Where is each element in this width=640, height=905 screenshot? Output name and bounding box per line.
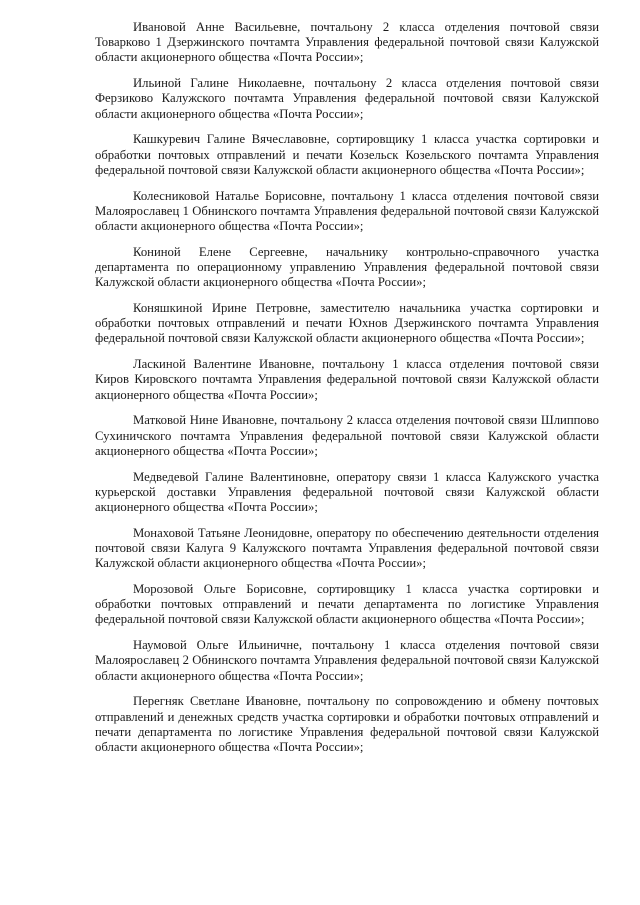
award-recipient-paragraph: Перегняк Светлане Ивановне, почтальону по сопровождению и обмену почтовых отправлений и денежных средств участка сортировки и обработки почтовых отправлений и печати департамента по логистике Управления федеральной почтовой связи Калужской области акционерного общества «Почта России»;	[95, 694, 599, 755]
document-body	[95, 20, 599, 766]
award-recipient-paragraph: Монаховой Татьяне Леонидовне, оператору по обеспечению деятельности отделения почтовой связи Калуга 9 Калужского почтамта Управления федеральной почтовой связи Калужской области акционерного общества «Почта России»;	[95, 525, 599, 571]
award-recipient-paragraph: Ивановой Анне Васильевне, почтальону 2 класса отделения почтовой связи Товарково 1 Дзержинского почтамта Управления федеральной почтовой связи Калужской области акционерного общества «Почта России»;	[95, 20, 599, 65]
award-recipient-paragraph: Кониной Елене Сергеевне, начальнику контрольно-справочного участка департамента по операционному управлению Управления федеральной почтовой связи Калужской области акционерного общества «Почта России»;	[95, 244, 599, 290]
award-recipient-paragraph: Наумовой Ольге Ильиничне, почтальону 1 класса отделения почтовой связи Малоярославец 2 Обнинского почтамта Управления федеральной почтовой связи Калужской области акционерного общества «Почта России»;	[95, 638, 599, 683]
award-recipient-paragraph: Ильиной Галине Николаевне, почтальону 2 класса отделения почтовой связи Ферзиково Калужского почтамта Управления федеральной почтовой связи Калужской области акционерного общества «Почта России»;	[95, 76, 599, 121]
award-recipient-paragraph: Ласкиной Валентине Ивановне, почтальону 1 класса отделения почтовой связи Киров Кировского почтамта Управления федеральной почтовой связи Калужской области акционерного общества «Почта России»;	[95, 357, 599, 402]
award-recipient-paragraph: Медведевой Галине Валентиновне, оператору связи 1 класса Калужского участка курьерской доставки Управления федеральной почтовой связи Калужской области акционерного общества «Почта России»;	[95, 469, 599, 515]
award-recipient-paragraph: Коняшкиной Ирине Петровне, заместителю начальника участка сортировки и обработки почтовых отправлений и печати Юхнов Дзержинского почтамта Управления федеральной почтовой связи Калужской области акционерного общества «Почта России»;	[95, 301, 599, 346]
award-recipient-paragraph: Матковой Нине Ивановне, почтальону 2 класса отделения почтовой связи Шлиппово Сухиничского почтамта Управления федеральной почтовой связи Калужской области акционерного общества «Почта России»;	[95, 413, 599, 458]
award-recipient-paragraph: Морозовой Ольге Борисовне, сортировщику 1 класса участка сортировки и обработки почтовых отправлений и печати департамента по логистике Управления федеральной почтовой связи Калужской области акционерного общества «Почта России»;	[95, 582, 599, 627]
award-recipient-paragraph: Кашкуревич Галине Вячеславовне, сортировщику 1 класса участка сортировки и обработки почтовых отправлений и печати Козельск Козельского почтамта Управления федеральной почтовой связи Калужской области акционерного общества «Почта России»;	[95, 132, 599, 177]
award-recipient-paragraph: Колесниковой Наталье Борисовне, почтальону 1 класса отделения почтовой связи Малоярославец 1 Обнинского почтамта Управления федеральной почтовой связи Калужской области акционерного общества «Почта России»;	[95, 188, 599, 234]
